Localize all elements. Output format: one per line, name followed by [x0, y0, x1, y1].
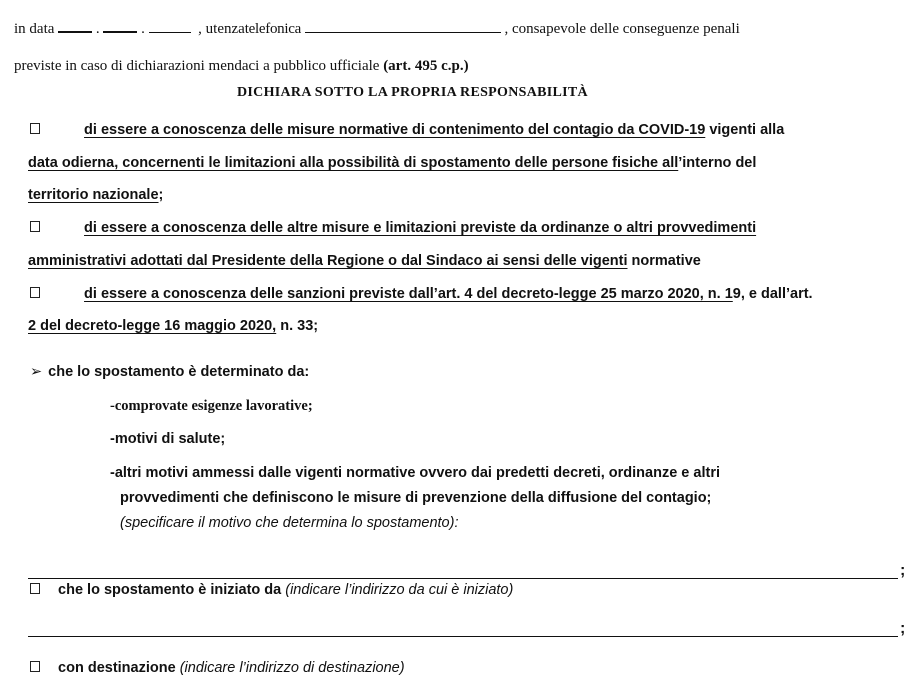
- clause-1-line-2-underlined: data odierna, concernenti le limitazioni alla possibilità di spostamento delle persone fisiche all: [28, 155, 679, 171]
- clause-3-text-underlined: di essere a conoscenza delle sanzioni previste dall’art. 4 del decreto-legge 25 marzo 2020, n. 1: [84, 286, 733, 302]
- label-telefonica: telefonica: [244, 21, 301, 37]
- checkbox-clause-1[interactable]: [30, 123, 40, 134]
- phone-field[interactable]: [305, 20, 501, 33]
- start-address-input-line[interactable]: [28, 636, 898, 637]
- clause-1-line-3-rest: ;: [158, 187, 164, 203]
- arrow-icon: ➢: [30, 364, 43, 380]
- clause-3-line-1: [30, 286, 813, 302]
- dot-1: .: [95, 21, 100, 37]
- clause-1-line-2: [28, 155, 756, 171]
- option-other-line-2: provvedimenti che definiscono le misure di prevenzione della diffusione del contagio;: [120, 490, 712, 506]
- clause-1-text-underlined: di essere a conoscenza delle misure normative di contenimento del contagio da COVID-19: [84, 122, 706, 138]
- clause-3-line-2-underlined: 2 del decreto-legge 16 maggio 2020,: [28, 318, 277, 334]
- label-utenza: , utenza: [198, 21, 245, 37]
- destination-hint: (indicare l’indirizzo di destinazione): [179, 660, 405, 676]
- start-label: che lo spostamento è iniziato da: [58, 582, 282, 598]
- declaration-line: [14, 58, 469, 75]
- clause-1-text: vigenti alla: [705, 122, 785, 138]
- option-other-hint: (specificare il motivo che determina lo spostamento):: [120, 515, 459, 531]
- clause-2-line-1: [30, 220, 756, 236]
- checkbox-clause-3[interactable]: [30, 287, 40, 298]
- clause-2-line-2: [28, 253, 701, 269]
- destination-line: [30, 660, 405, 676]
- clause-3-line-2: [28, 318, 318, 334]
- reason-semicolon: ;: [900, 562, 906, 579]
- month-field[interactable]: [103, 19, 137, 33]
- reason-input-line[interactable]: [28, 578, 898, 579]
- article-ref: (art. 495 c.p.): [383, 58, 469, 74]
- clause-2-line-2-underlined: amministrativi adottati dal Presidente della Regione o dal Sindaco ai sensi delle vigenti: [28, 253, 628, 269]
- clause-3-line-2-rest: n. 33;: [276, 318, 319, 334]
- date-phone-line: [14, 19, 740, 38]
- dot-2: .: [141, 21, 145, 37]
- option-work[interactable]: -comprovate esigenze lavorative;: [110, 398, 313, 414]
- clause-3-text-rest: 9, e dall’art.: [732, 286, 813, 302]
- movement-intro: [30, 364, 309, 380]
- start-semicolon: ;: [900, 620, 906, 637]
- clause-2-text: di essere a conoscenza delle altre misure e limitazioni previste da ordinanze o altri provvedimenti: [84, 220, 757, 236]
- label-consapevole: , consapevole delle conseguenze penali: [504, 21, 740, 37]
- destination-label: con destinazione: [58, 660, 176, 676]
- label-mendaci: mendaci a pubblico ufficiale: [208, 58, 380, 74]
- label-in-data: in data: [14, 21, 55, 37]
- clause-2-line-2-rest: normative: [627, 253, 701, 269]
- checkbox-clause-2[interactable]: [30, 221, 40, 232]
- clause-1-line-1: [30, 122, 784, 138]
- movement-intro-text: che lo spostamento è determinato da:: [48, 364, 310, 380]
- year-field[interactable]: [149, 20, 191, 33]
- clause-1-line-2-rest: ’interno del: [678, 155, 757, 171]
- clause-1-line-3-underlined: territorio nazionale: [28, 187, 159, 203]
- start-hint: (indicare l’indirizzo da cui è iniziato): [285, 582, 514, 598]
- option-health[interactable]: -motivi di salute;: [110, 431, 226, 447]
- start-line: [30, 582, 513, 598]
- label-previste: previste in caso di dichiarazioni: [14, 58, 205, 74]
- clause-1-line-3: [28, 187, 163, 203]
- option-other-line-1[interactable]: -altri motivi ammessi dalle vigenti normative ovvero dai predetti decreti, ordinanze e altri: [110, 465, 720, 481]
- checkbox-start[interactable]: [30, 583, 40, 594]
- day-field[interactable]: [58, 19, 92, 33]
- checkbox-destination[interactable]: [30, 661, 40, 672]
- page-title: DICHIARA SOTTO LA PROPRIA RESPONSABILITÀ: [237, 85, 588, 100]
